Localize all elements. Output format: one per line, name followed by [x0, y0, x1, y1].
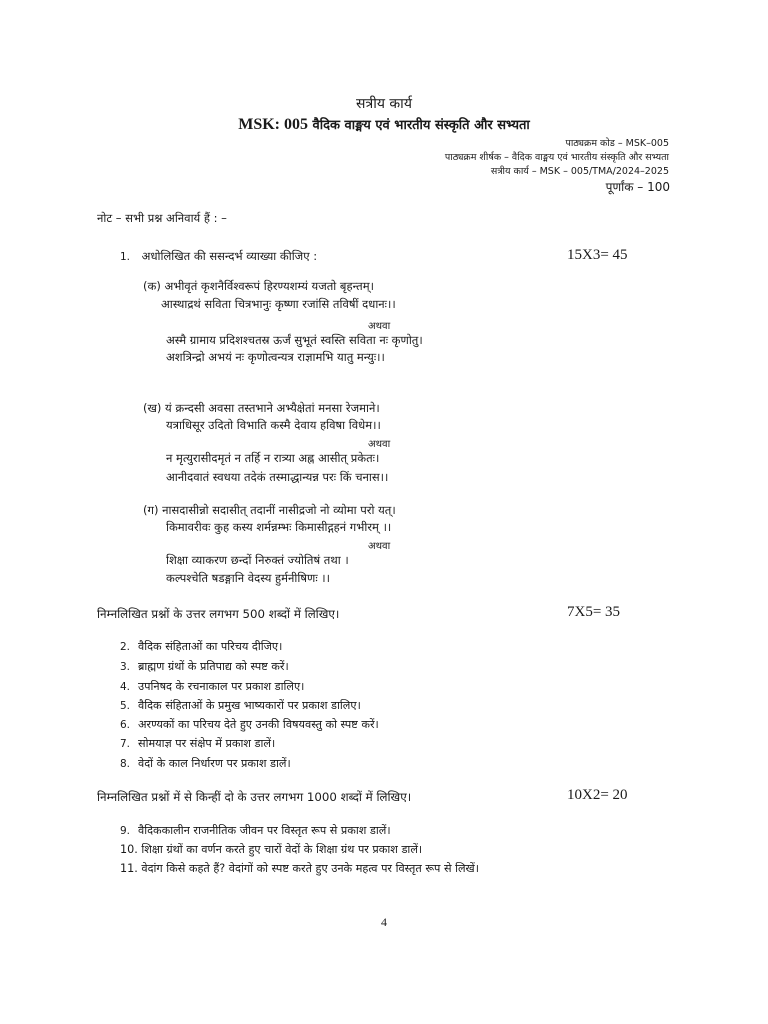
list-item [120, 842, 422, 857]
verse-ka-line-1: (क) अभीवृतं कृशनैर्विश्वरूपं हिरण्यशम्यं यजतो बृहन्तम्। [143, 279, 374, 293]
list-item [120, 639, 282, 654]
section-2-marks: 7X5= 35 [567, 604, 621, 620]
question-number: 7. [120, 738, 131, 750]
note-text: नोट – सभी प्रश्न अनिवार्य हैं : – [97, 211, 227, 225]
max-marks: पूर्णांक – 100 [605, 180, 670, 194]
question-text: उपनिषद के रचनाकाल पर प्रकाश डालिए। [138, 680, 305, 693]
question-text: अधोलिखित की ससन्दर्भ व्याख्या कीजिए : [141, 249, 318, 263]
section-3-marks: 10X2= 20 [567, 787, 628, 803]
question-number: 9. [120, 825, 131, 837]
course-title [0, 115, 768, 134]
meta-course-title: पाठ्यक्रम शीर्षक – वैदिक वाङ्मय एवं भारतीय संस्कृति और सभ्यता [444, 152, 669, 163]
list-item [120, 756, 291, 771]
question-number: 8. [120, 758, 131, 770]
verse-kha-line-3: न मृत्युरासीदमृतं न तर्हि न रात्र्या अह्न आसीत् प्रकेतः। [166, 451, 380, 465]
verse-ka-line-4: अशत्रिन्द्रो अभयं नः कृणोत्वन्यत्र राज्ञामभि यातु मन्युः।। [166, 350, 385, 364]
verse-kha-line-2: यत्राधिसूर उदितो विभाति कस्मै देवाय हविषा विधेम।। [166, 418, 381, 432]
section-2-heading: निम्नलिखित प्रश्नों के उत्तर लगभग 500 शब्दों में लिखिए। [97, 607, 340, 621]
verse-kha-line-1: (ख) यं क्रन्दसी अवसा तस्तभाने अभ्यैक्षेतां मनसा रेजमाने। [143, 401, 380, 415]
question-text: वैदिक संहिताओं के प्रमुख भाष्यकारों पर प्रकाश डालिए। [138, 699, 361, 712]
question-text: अरण्यकों का परिचय देते हुए उनकी विषयवस्तु को स्पष्ट करें। [138, 718, 379, 731]
list-item [120, 823, 391, 838]
question-text: वेदांग किसे कहते हैं? वेदांगों को स्पष्ट करते हुए उनके महत्व पर विस्तृत रूप से लिखें। [141, 862, 479, 875]
verse-ga-line-2: किमावरीवः कुह कस्य शर्मन्नम्भः किमासीद्गहनं गभीरम् ।। [166, 520, 392, 534]
question-text: वेदों के काल निर्धारण पर प्रकाश डालें। [138, 757, 291, 770]
question-number: 3. [120, 661, 131, 673]
question-text: सोमयाज्ञ पर संक्षेप में प्रकाश डालें। [138, 737, 276, 750]
section-3-heading: निम्नलिखित प्रश्नों में से किन्हीं दो के उत्तर लगभग 1000 शब्दों में लिखिए। [97, 790, 412, 804]
q1-marks: 15X3= 45 [567, 247, 628, 263]
question-number: 6. [120, 719, 131, 731]
or-label-ga: अथवा [368, 541, 391, 552]
meta-course-code: पाठ्यक्रम कोड – MSK–005 [565, 138, 669, 149]
list-item [120, 679, 304, 694]
list-item [120, 736, 275, 751]
question-1 [120, 249, 317, 264]
verse-ga-line-1: (ग) नासदासीन्नो सदासीत् तदानीं नासीद्रजो नो व्योमा परो यत्। [143, 503, 396, 517]
or-label-kha: अथवा [368, 439, 391, 450]
or-label-ka: अथवा [368, 321, 391, 332]
verse-ka-line-2: आस्थाद्रथं सविता चित्रभानुः कृष्णा रजांसि तविषीं दधानः।। [161, 297, 396, 311]
question-number: 11. [120, 862, 138, 875]
meta-assignment-code: सत्रीय कार्य – MSK – 005/TMA/2024–2025 [490, 166, 669, 177]
course-code: MSK: 005 [238, 116, 309, 133]
list-item [120, 698, 361, 713]
verse-ka-line-3: अस्मै ग्रामाय प्रदिशश्चतस्र ऊर्जं सुभूतं स्वस्ति सविता नः कृणोतु। [166, 333, 423, 347]
verse-ga-line-3: शिक्षा व्याकरण छन्दों निरुक्तं ज्योतिषं तथा । [166, 553, 349, 567]
list-item [120, 659, 289, 674]
question-number: 4. [120, 681, 131, 693]
question-number: 1. [120, 251, 131, 263]
page-number: 4 [381, 915, 387, 929]
verse-ga-line-4: कल्पश्चेति षडङ्गानि वेदस्य हुर्मनीषिणः ।। [166, 571, 331, 585]
assignment-title: सत्रीय कार्य [356, 96, 412, 112]
verse-kha-line-4: आनीदवातं स्वधया तदेकं तस्माद्धान्यन्न परः किं चनास।। [166, 470, 389, 484]
question-text: ब्राह्मण ग्रंथों के प्रतिपाद्य को स्पष्ट करें। [138, 660, 289, 673]
question-number: 2. [120, 641, 131, 653]
question-number: 5. [120, 700, 131, 712]
list-item [120, 717, 379, 732]
question-number: 10. [120, 843, 138, 856]
course-name: वैदिक वाङ्मय एवं भारतीय संस्कृति और सभ्यता [312, 118, 530, 133]
question-text: वैदिक संहिताओं का परिचय दीजिए। [138, 640, 283, 653]
list-item [120, 861, 479, 876]
question-text: वैदिककालीन राजनीतिक जीवन पर विस्तृत रूप से प्रकाश डालें। [138, 824, 391, 837]
question-text: शिक्षा ग्रंथों का वर्णन करते हुए चारों वेदों के शिक्षा ग्रंथ पर प्रकाश डालें। [141, 843, 423, 856]
